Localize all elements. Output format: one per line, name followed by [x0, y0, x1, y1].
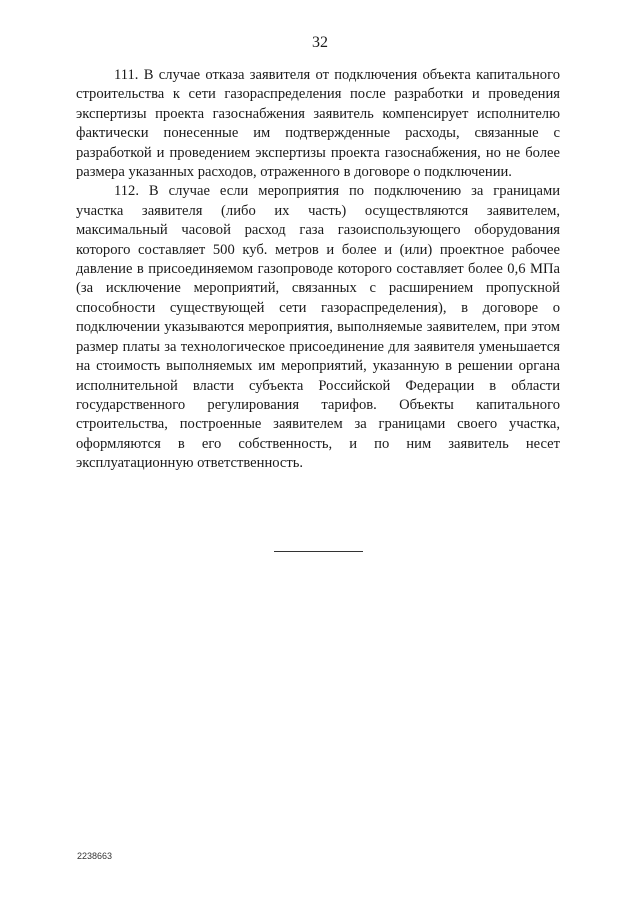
paragraph-111: 111. В случае отказа заявителя от подключения объекта капитального строительства к сети газораспределения после разработки и проведения экспертизы проекта газоснабжения заявитель компенсирует исполнителю фактически понесенные им подтвержденные расходы, связанные с разработкой и проведением экспертизы проекта газоснабжения, но не более размера указанных расходов, отраженного в договоре о подключении. — [76, 67, 560, 181]
paragraph-112: 112. В случае если мероприятия по подключению за границами участка заявителя (либо их часть) осуществляются заявителем, максимальный часовой расход газа газоиспользующего оборудования которого составляет 500 куб. метров и более и (или) проектное рабочее давление в присоединяемом газопроводе которого составляет более 0,6 МПа (за исключение мероприятий, связанных с расширением пропускной способности существующей сети газораспределения), в договоре о подключении указываются мероприятия, выполняемые заявителем, при этом размер платы за технологическое присоединение для заявителя уменьшается на стоимость выполняемых им мероприятий, указанную в решении органа исполнительной власти субъекта Российской Федерации в области государственного регулирования тарифов. Объекты капитального строительства, построенные заявителем за границами своего участка, оформляются в его собственность, и по ним заявитель несет эксплуатационную ответственность. — [76, 183, 560, 472]
document-code: 2238663 — [77, 851, 113, 861]
end-separator-line — [274, 551, 363, 552]
document-body — [76, 66, 560, 474]
page-number: 32 — [312, 34, 328, 51]
